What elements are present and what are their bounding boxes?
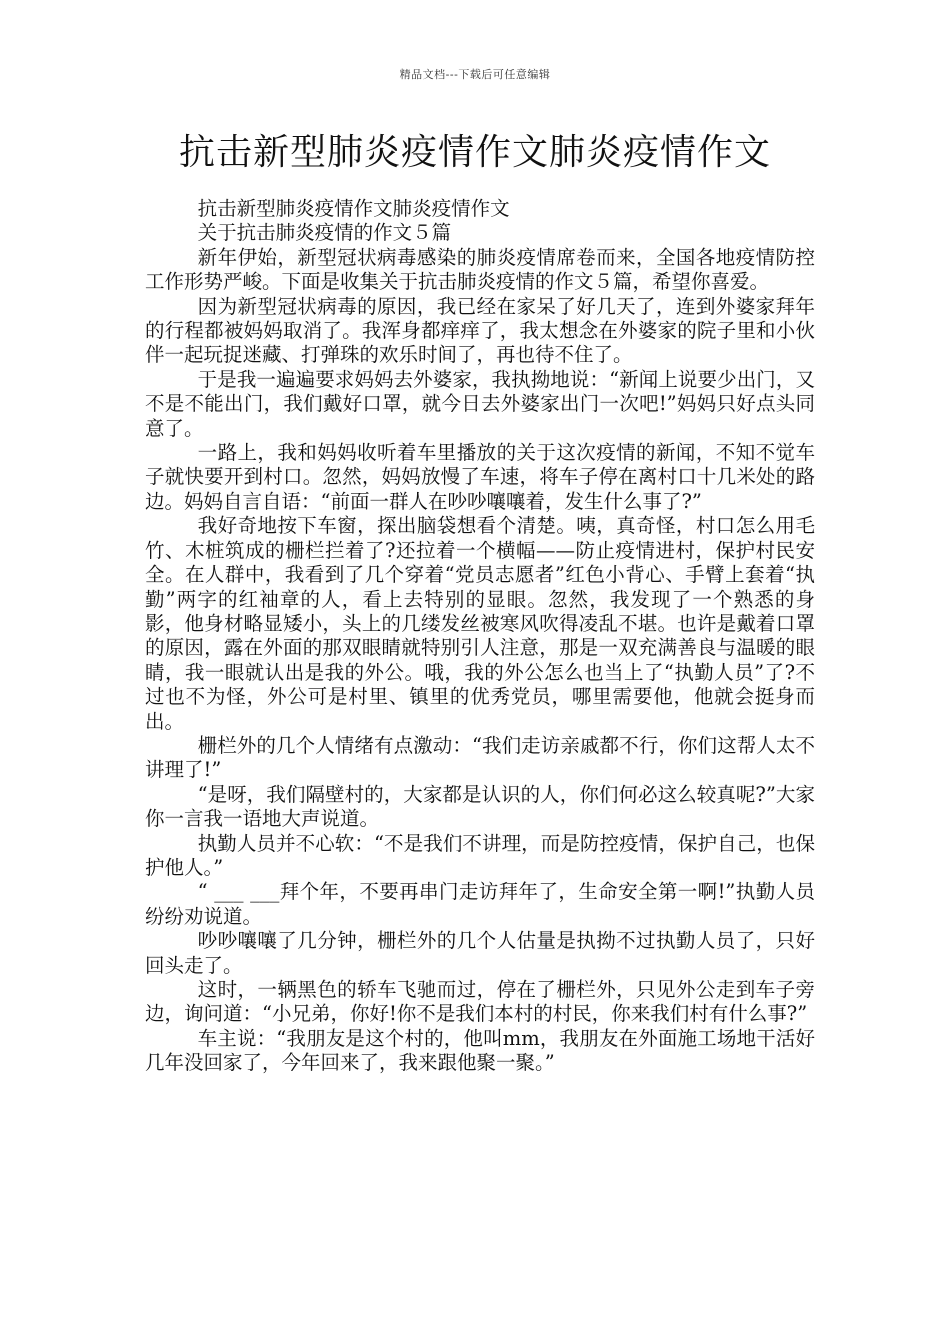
paragraph: “是呀，我们隔壁村的，大家都是认识的人，你们何必这么较真呢?”大家你一言我一语地大声说道。 bbox=[145, 782, 815, 831]
paragraph: 车主说：“我朋友是这个村的，他叫mm，我朋友在外面施工场地干活好几年没回家了，今年回来了，我来跟他聚一聚。” bbox=[145, 1026, 815, 1075]
paragraph: 抗击新型肺炎疫情作文肺炎疫情作文 bbox=[197, 197, 510, 220]
paragraph: 一路上，我和妈妈收听着车里播放的关于这次疫情的新闻，不知不觉车子就快要开到村口。忽然，妈妈放慢了车速，将车子停在离村口十几米处的路边。妈妈自言自语：“前面一群人在吵吵嚷嚷着，发生什么事了?” bbox=[145, 441, 815, 513]
paragraph: 吵吵嚷嚷了几分钟，栅栏外的几个人估量是执拗不过执勤人员了，只好回头走了。 bbox=[145, 929, 815, 977]
paragraph: 新年伊始，新型冠状病毒感染的肺炎疫情席卷而来，全国各地疫情防控工作形势严峻。下面是收集关于抗击肺炎疫情的作文５篇，希望你喜爱。 bbox=[145, 245, 815, 294]
paragraph: 关于抗击肺炎疫情的作文５篇 bbox=[197, 221, 452, 245]
paragraph: 于是我一遍遍要求妈妈去外婆家，我执拗地说：“新闻上说要少出门，又不是不能出门，我们戴好口罩，就今日去外婆家出门一次吧!”妈妈只好点头同意了。 bbox=[145, 367, 815, 440]
paragraph: 因为新型冠状病毒的原因，我已经在家呆了好几天了，连到外婆家拜年的行程都被妈妈取消了。我浑身都痒痒了，我太想念在外婆家的院子里和小伙伴一起玩捉迷藏、打弹珠的欢乐时间了，再也待不住了。 bbox=[145, 294, 815, 367]
paragraph: 栅栏外的几个人情绪有点激动：“我们走访亲戚都不行，你们这帮人太不讲理了!” bbox=[145, 733, 815, 782]
document-body bbox=[145, 197, 815, 1076]
paragraph: 我好奇地按下车窗，探出脑袋想看个清楚。咦，真奇怪，村口怎么用毛竹、木桩筑成的栅栏拦着了?还拉着一个横幅——防止疫情进村，保护村民安全。在人群中，我看到了几个穿着“党员志愿者”红色小背心、手臂上套着“执勤”两字的红袖章的人，看上去特别的显眼。忽然，我发现了一个熟悉的身影，他身材略显矮小，头上的几缕发丝被寒风吹得凌乱不堪。也许是戴着口罩的原因，露在外面的那双眼睛就特别引人注意，那是一双充满善良与温暖的眼睛，我一眼就认出是我的外公。哦，我的外公怎么也当上了“执勤人员”了?不过也不为怪，外公可是村里、镇里的优秀党员，哪里需要他，他就会挺身而出。 bbox=[145, 514, 815, 733]
paragraph: 这时，一辆黑色的轿车飞驰而过，停在了栅栏外，只见外公走到车子旁边，询问道：“小兄弟，你好!你不是我们本村的村民，你来我们村有什么事?” bbox=[145, 978, 815, 1026]
paragraph: 执勤人员并不心软：“不是我们不讲理，而是防控疫情，保护自己，也保护他人。” bbox=[145, 831, 815, 879]
document-title: 抗击新型肺炎疫情作文肺炎疫情作文 bbox=[178, 132, 771, 173]
paragraph: “ ___ ___拜个年，不要再串门走访拜年了，生命安全第一啊!”执勤人员纷纷劝说道。 bbox=[145, 880, 815, 928]
header-note: 精品文档---下载后可任意编辑 bbox=[399, 68, 551, 81]
